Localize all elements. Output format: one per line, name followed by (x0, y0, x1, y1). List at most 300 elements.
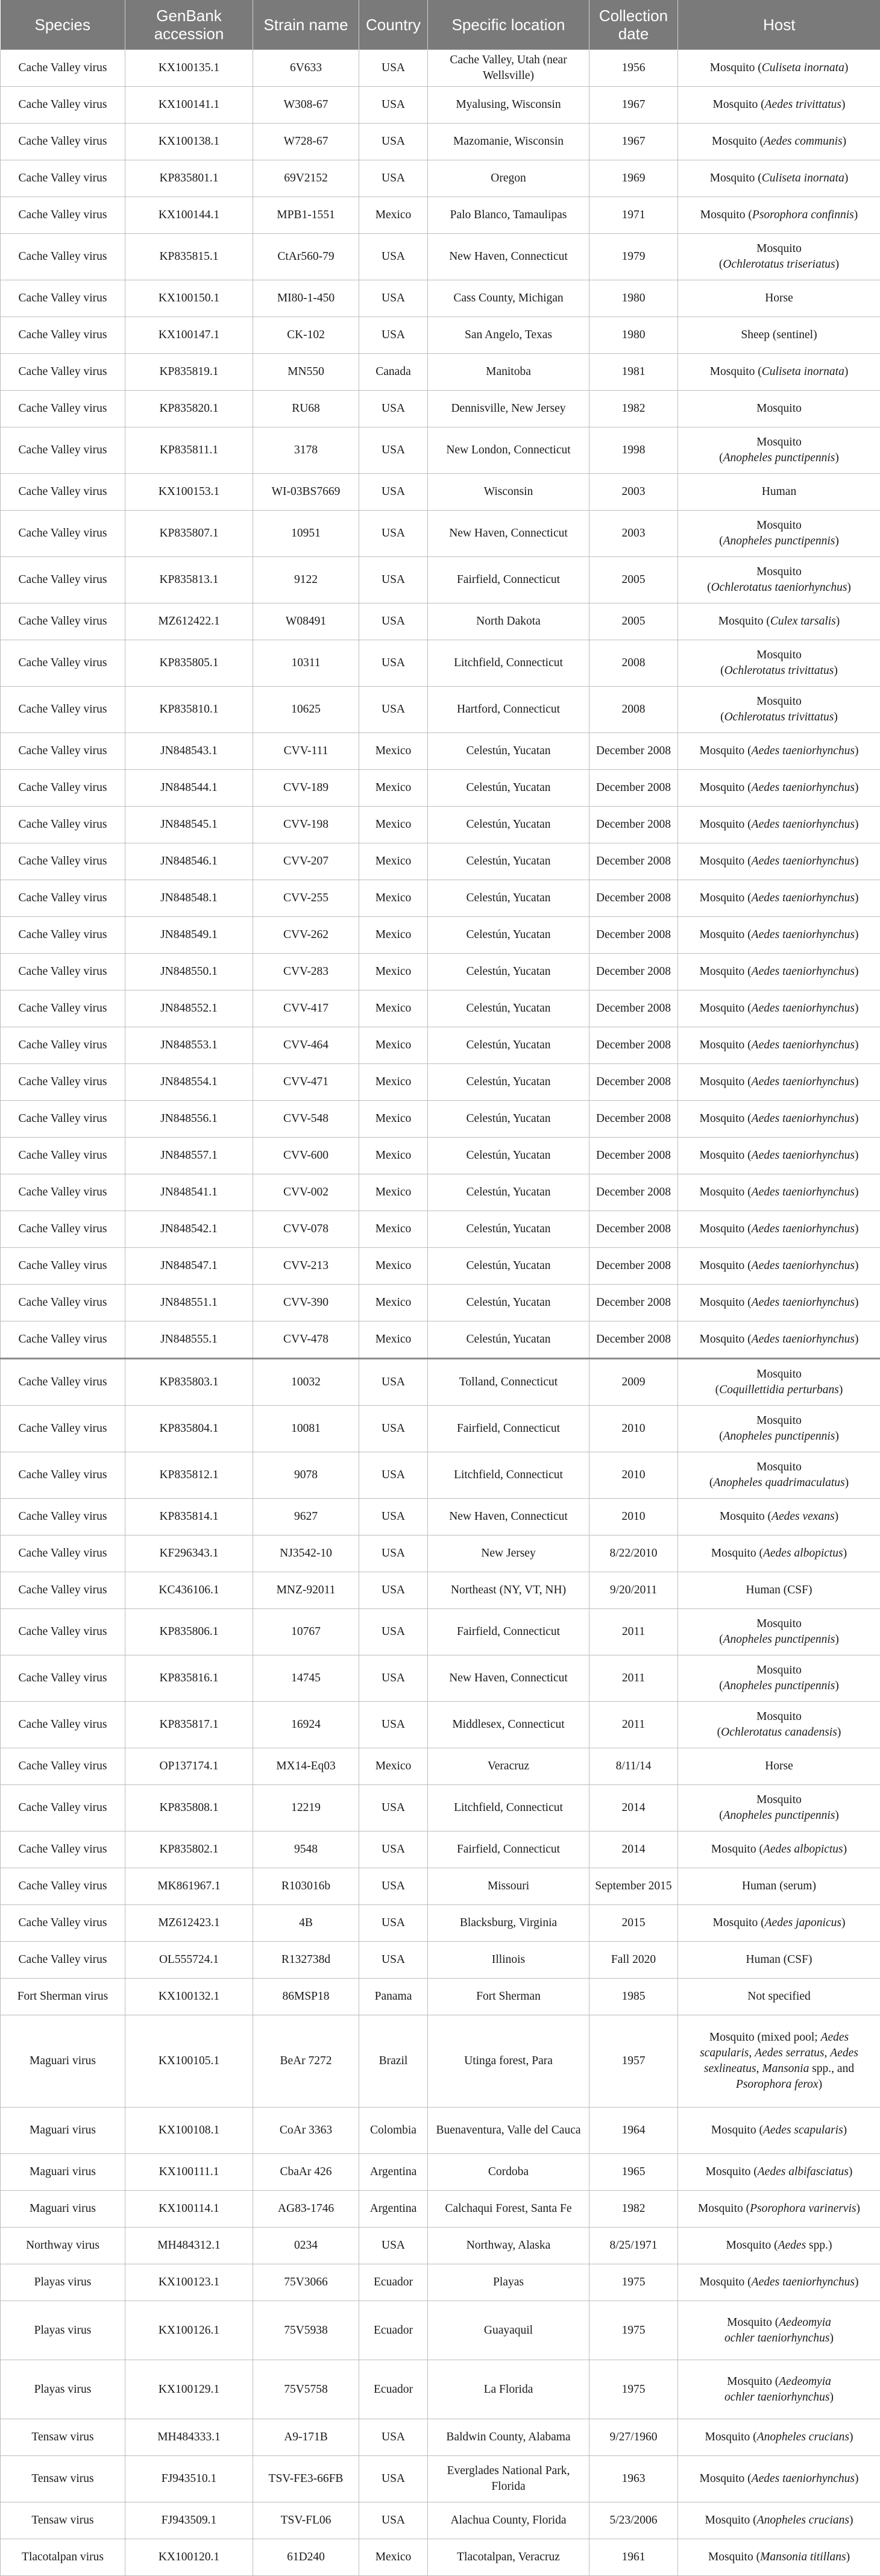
date-cell: December 2008 (589, 1027, 678, 1064)
date-cell: 1965 (589, 2154, 678, 2191)
species-cell: Cache Valley virus (1, 511, 125, 557)
accession-cell: MH484333.1 (125, 2419, 253, 2456)
host-text: ) (855, 1296, 859, 1309)
accession-cell: JN848550.1 (125, 954, 253, 990)
country-cell: USA (359, 234, 428, 280)
country-cell: USA (359, 280, 428, 317)
host-text: Mosquito ( (700, 1039, 752, 1051)
host-text: Mosquito ( (700, 1223, 752, 1235)
location-cell: Litchfield, Connecticut (428, 1785, 589, 1831)
table-row (1, 1027, 880, 1064)
table-row (1, 843, 880, 880)
host-cell (678, 770, 880, 807)
host-text: ) (855, 928, 859, 941)
host-text: Mosquito ( (700, 965, 752, 978)
table-row (1, 880, 880, 917)
host-text: Mosquito ( (720, 1510, 772, 1523)
host-cell (678, 1285, 880, 1321)
species-cell: Cache Valley virus (1, 87, 125, 124)
host-species-name: Aedes taeniorhynchus (752, 1075, 855, 1088)
host-text: ) (835, 1510, 839, 1523)
host-text: Mosquito ( (700, 1149, 752, 1162)
host-text: ) (855, 1075, 859, 1088)
host-text: ) (846, 2551, 850, 2563)
host-species-name: Aedes taeniorhynchus (752, 1259, 855, 1272)
accession-cell: KX100111.1 (125, 2154, 253, 2191)
host-species-name: Ochlerotatus triseriatus (723, 258, 835, 271)
country-cell: Ecuador (359, 2360, 428, 2419)
host-species-name: Coquillettidia perturbans (719, 1384, 839, 1396)
strain-cell: 86MSP18 (253, 1979, 359, 2015)
date-cell: 2010 (589, 1406, 678, 1452)
host-text: Mosquito ( (711, 1843, 763, 1856)
date-cell: 2005 (589, 603, 678, 640)
table-row (1, 687, 880, 733)
accession-cell: MZ612423.1 (125, 1905, 253, 1942)
host-cell (678, 234, 880, 280)
accession-cell: OP137174.1 (125, 1748, 253, 1785)
table-row (1, 234, 880, 280)
location-cell: Blacksburg, Virginia (428, 1905, 589, 1942)
accession-cell: JN848553.1 (125, 1027, 253, 1064)
host-species-name: Anopheles punctipennis (723, 1633, 835, 1646)
table-row (1, 1942, 880, 1979)
table-row (1, 2264, 880, 2301)
strain-cell: 9078 (253, 1452, 359, 1499)
host-text: ) (836, 615, 840, 628)
species-cell: Cache Valley virus (1, 1138, 125, 1174)
strain-cell: CVV-600 (253, 1138, 359, 1174)
table-row (1, 87, 880, 124)
country-cell: Mexico (359, 733, 428, 770)
host-text: ) (855, 1333, 859, 1346)
strain-cell: CVV-390 (253, 1285, 359, 1321)
accession-cell: JN848548.1 (125, 880, 253, 917)
accession-cell: KX100135.1 (125, 50, 253, 87)
host-cell (678, 391, 880, 427)
date-cell: 2003 (589, 474, 678, 511)
accession-cell: JN848543.1 (125, 733, 253, 770)
date-cell: 5/23/2006 (589, 2502, 678, 2539)
location-cell: Fairfield, Connecticut (428, 1406, 589, 1452)
location-cell: Celestún, Yucatan (428, 1248, 589, 1285)
strain-cell: MN550 (253, 354, 359, 391)
species-cell: Cache Valley virus (1, 807, 125, 843)
table-row (1, 1101, 880, 1138)
accession-cell: KX100120.1 (125, 2539, 253, 2576)
accession-cell: FJ943509.1 (125, 2502, 253, 2539)
table-row (1, 640, 880, 687)
host-text: ( (717, 1726, 721, 1739)
strain-cell: 0234 (253, 2228, 359, 2264)
country-cell: Mexico (359, 197, 428, 234)
strain-cell: W728-67 (253, 124, 359, 160)
strain-cell: 9548 (253, 1831, 359, 1868)
table-row (1, 1064, 880, 1101)
host-text: ) (855, 745, 859, 757)
date-cell: 1964 (589, 2108, 678, 2154)
country-cell: Mexico (359, 917, 428, 954)
host-text: ( (719, 1430, 723, 1443)
host-species-name: Aedes taeniorhynchus (752, 1296, 855, 1309)
table-row (1, 197, 880, 234)
table-row (1, 2502, 880, 2539)
date-cell: December 2008 (589, 954, 678, 990)
accession-cell: KX100150.1 (125, 280, 253, 317)
host-species-name: Mansonia (762, 2062, 809, 2075)
species-cell: Cache Valley virus (1, 1499, 125, 1535)
host-species-name: Culex tarsalis (770, 615, 836, 628)
host-text: Horse (765, 1760, 793, 1772)
date-cell: 2008 (589, 640, 678, 687)
host-text: ) (855, 855, 859, 868)
host-text: Mosquito (756, 242, 802, 255)
host-species-name: Psorophora ferox (736, 2078, 819, 2091)
table-row (1, 1174, 880, 1211)
host-cell (678, 640, 880, 687)
location-cell: Palo Blanco, Tamaulipas (428, 197, 589, 234)
country-cell: USA (359, 1702, 428, 1748)
location-cell: Celestún, Yucatan (428, 1101, 589, 1138)
country-cell: USA (359, 1785, 428, 1831)
strain-cell: 9122 (253, 557, 359, 603)
location-cell: Dennisville, New Jersey (428, 391, 589, 427)
host-species-name: Aedes taeniorhynchus (752, 781, 855, 794)
host-cell (678, 1174, 880, 1211)
strain-cell: BeAr 7272 (253, 2015, 359, 2108)
host-text: ) (854, 209, 858, 221)
host-text: ( (719, 535, 723, 547)
date-cell: December 2008 (589, 990, 678, 1027)
host-text: ) (834, 664, 838, 677)
location-cell: Baldwin County, Alabama (428, 2419, 589, 2456)
accession-cell: KP835812.1 (125, 1452, 253, 1499)
location-cell: Fairfield, Connecticut (428, 557, 589, 603)
host-text: Mosquito (756, 565, 802, 578)
species-cell: Tensaw virus (1, 2456, 125, 2502)
country-cell: USA (359, 1609, 428, 1655)
host-cell (678, 1535, 880, 1572)
host-species-name: Aedes communis (764, 135, 843, 148)
location-cell: New Haven, Connecticut (428, 234, 589, 280)
location-cell: Utinga forest, Para (428, 2015, 589, 2108)
host-text: ) (819, 2078, 823, 2091)
accession-cell: KP835817.1 (125, 1702, 253, 1748)
host-text: Mosquito ( (705, 2514, 757, 2527)
host-text: Mosquito ( (706, 2165, 758, 2178)
location-cell: Hartford, Connecticut (428, 687, 589, 733)
date-cell: December 2008 (589, 1321, 678, 1359)
host-cell (678, 2228, 880, 2264)
date-cell: 2010 (589, 1452, 678, 1499)
date-cell: 2011 (589, 1609, 678, 1655)
species-cell: Cache Valley virus (1, 50, 125, 87)
table-row (1, 1702, 880, 1748)
country-cell: USA (359, 2228, 428, 2264)
accession-cell: JN848546.1 (125, 843, 253, 880)
host-cell (678, 1359, 880, 1406)
date-cell: 8/11/14 (589, 1748, 678, 1785)
country-cell: Brazil (359, 2015, 428, 2108)
date-cell: 2011 (589, 1655, 678, 1702)
strain-cell: CVV-002 (253, 1174, 359, 1211)
location-cell: Celestún, Yucatan (428, 1174, 589, 1211)
country-cell: Mexico (359, 1248, 428, 1285)
location-cell: New Haven, Connecticut (428, 1499, 589, 1535)
strain-cell: CtAr560-79 (253, 234, 359, 280)
location-cell: Manitoba (428, 354, 589, 391)
date-cell: 1957 (589, 2015, 678, 2108)
date-cell: December 2008 (589, 1285, 678, 1321)
date-cell: December 2008 (589, 807, 678, 843)
host-cell (678, 1785, 880, 1831)
date-cell: 1985 (589, 1979, 678, 2015)
location-cell: Celestún, Yucatan (428, 880, 589, 917)
host-cell (678, 1321, 880, 1359)
date-cell: 1961 (589, 2539, 678, 2576)
host-text: Mosquito ( (727, 2316, 779, 2329)
date-cell: 1982 (589, 2191, 678, 2228)
date-cell: 2015 (589, 1905, 678, 1942)
species-cell: Tensaw virus (1, 2502, 125, 2539)
strain-cell: TSV-FE3-66FB (253, 2456, 359, 2502)
species-cell: Cache Valley virus (1, 1905, 125, 1942)
location-cell: Everglades National Park, Florida (428, 2456, 589, 2502)
species-cell: Cache Valley virus (1, 880, 125, 917)
host-text: Mosquito ( (700, 1333, 752, 1346)
host-cell (678, 511, 880, 557)
location-cell: Celestún, Yucatan (428, 954, 589, 990)
host-cell (678, 160, 880, 197)
host-species-name: Anopheles crucians (757, 2514, 849, 2527)
host-text: Human (serum) (742, 1880, 816, 1892)
host-cell (678, 2264, 880, 2301)
host-species-name: Mansonia titillans (760, 2551, 846, 2563)
accession-cell: JN848545.1 (125, 807, 253, 843)
species-cell: Cache Valley virus (1, 1248, 125, 1285)
species-cell: Cache Valley virus (1, 1942, 125, 1979)
strain-cell: CbaAr 426 (253, 2154, 359, 2191)
date-cell: December 2008 (589, 843, 678, 880)
species-cell: Cache Valley virus (1, 687, 125, 733)
country-cell: USA (359, 1655, 428, 1702)
date-cell: Fall 2020 (589, 1942, 678, 1979)
host-cell (678, 2301, 880, 2360)
species-cell: Cache Valley virus (1, 733, 125, 770)
country-cell: Argentina (359, 2154, 428, 2191)
country-cell: Mexico (359, 1138, 428, 1174)
host-species-name: Ochlerotatus trivittatus (724, 664, 834, 677)
location-cell: Celestún, Yucatan (428, 1027, 589, 1064)
host-text: Mosquito ( (713, 1916, 765, 1929)
host-text: ) (844, 61, 849, 74)
host-text: Human (CSF) (746, 1584, 812, 1596)
host-cell (678, 1655, 880, 1702)
strain-cell: WI-03BS7669 (253, 474, 359, 511)
location-cell: Cass County, Michigan (428, 280, 589, 317)
table-row (1, 1785, 880, 1831)
host-species-name: Aedes japonicus (765, 1916, 841, 1929)
host-text: Mosquito ( (711, 2124, 763, 2137)
species-cell: Tensaw virus (1, 2419, 125, 2456)
host-species-name: Aedes taeniorhynchus (752, 1002, 855, 1015)
species-cell: Maguari virus (1, 2108, 125, 2154)
accession-cell: KX100138.1 (125, 124, 253, 160)
accession-cell: KP835803.1 (125, 1359, 253, 1406)
accession-cell: KP835811.1 (125, 427, 253, 474)
table-row (1, 1248, 880, 1285)
location-cell: La Florida (428, 2360, 589, 2419)
strain-cell: RU68 (253, 391, 359, 427)
table-row (1, 1535, 880, 1572)
table-row (1, 2108, 880, 2154)
species-cell: Cache Valley virus (1, 234, 125, 280)
species-cell: Cache Valley virus (1, 280, 125, 317)
table-row (1, 2419, 880, 2456)
species-cell: Cache Valley virus (1, 1027, 125, 1064)
strain-cell: CVV-548 (253, 1101, 359, 1138)
host-species-name: Anopheles punctipennis (723, 1430, 835, 1443)
date-cell: December 2008 (589, 1101, 678, 1138)
header-species: Species (1, 0, 125, 50)
country-cell: Ecuador (359, 2301, 428, 2360)
species-cell: Cache Valley virus (1, 1452, 125, 1499)
date-cell: December 2008 (589, 1138, 678, 1174)
host-text: Mosquito ( (700, 1259, 752, 1272)
species-cell: Cache Valley virus (1, 1406, 125, 1452)
strain-cell: TSV-FL06 (253, 2502, 359, 2539)
host-text: ( (719, 1633, 723, 1646)
accession-cell: KP835806.1 (125, 1609, 253, 1655)
accession-cell: KC436106.1 (125, 1572, 253, 1609)
table-row (1, 733, 880, 770)
host-text: ) (855, 2472, 859, 2485)
country-cell: USA (359, 427, 428, 474)
host-species-name: Aedeomyia (779, 2316, 831, 2329)
host-species-name: Culiseta inornata (762, 172, 844, 184)
table-row (1, 474, 880, 511)
location-cell: Veracruz (428, 1748, 589, 1785)
accession-cell: KP835810.1 (125, 687, 253, 733)
host-text: Mosquito (756, 649, 802, 661)
country-cell: USA (359, 317, 428, 354)
host-cell (678, 954, 880, 990)
table-row (1, 2191, 880, 2228)
host-text: Mosquito ( (700, 928, 752, 941)
table-row (1, 2456, 880, 2502)
accession-cell: JN848544.1 (125, 770, 253, 807)
species-cell: Cache Valley virus (1, 1211, 125, 1248)
host-text: spp.) (806, 2239, 832, 2252)
date-cell: 1982 (589, 391, 678, 427)
host-text: ) (835, 258, 840, 271)
date-cell: 1975 (589, 2301, 678, 2360)
host-text: Human (CSF) (746, 1953, 812, 1966)
strain-cell: 75V3066 (253, 2264, 359, 2301)
species-cell: Cache Valley virus (1, 770, 125, 807)
accession-cell: JN848542.1 (125, 1211, 253, 1248)
host-text: Mosquito ( (710, 61, 762, 74)
location-cell: Tolland, Connecticut (428, 1359, 589, 1406)
accession-cell: MZ612422.1 (125, 603, 253, 640)
location-cell: Fort Sherman (428, 1979, 589, 2015)
accession-cell: JN848541.1 (125, 1174, 253, 1211)
country-cell: USA (359, 557, 428, 603)
species-cell: Maguari virus (1, 2191, 125, 2228)
species-cell: Cache Valley virus (1, 603, 125, 640)
host-text: ) (849, 2514, 853, 2527)
country-cell: Mexico (359, 990, 428, 1027)
host-text: , (749, 2047, 755, 2059)
table-row (1, 1321, 880, 1359)
species-cell: Cache Valley virus (1, 1359, 125, 1406)
host-text: Human (762, 485, 796, 498)
host-text: Mosquito (756, 695, 802, 708)
header-specific-location: Specific location (428, 0, 589, 50)
date-cell: 1981 (589, 354, 678, 391)
country-cell: Mexico (359, 1101, 428, 1138)
host-text: Mosquito ( (700, 892, 752, 904)
host-text: , (825, 2047, 831, 2059)
country-cell: USA (359, 124, 428, 160)
country-cell: Ecuador (359, 2264, 428, 2301)
date-cell: 9/27/1960 (589, 2419, 678, 2456)
host-text: Mosquito (mixed pool; (709, 2031, 821, 2044)
accession-cell: JN848556.1 (125, 1101, 253, 1138)
header-collection-date: Collection date (589, 0, 678, 50)
host-species-name: Ochlerotatus canadensis (721, 1726, 837, 1739)
accession-cell: KX100144.1 (125, 197, 253, 234)
table-row (1, 1359, 880, 1406)
host-cell (678, 1831, 880, 1868)
host-cell (678, 603, 880, 640)
header-country: Country (359, 0, 428, 50)
table-row (1, 1499, 880, 1535)
accession-cell: JN848551.1 (125, 1285, 253, 1321)
location-cell: Celestún, Yucatan (428, 1285, 589, 1321)
host-text: Mosquito ( (700, 2472, 752, 2485)
host-text: ) (855, 1259, 859, 1272)
strain-cell: CVV-255 (253, 880, 359, 917)
host-species-name: Aedeomyia (779, 2375, 831, 2388)
species-cell: Cache Valley virus (1, 160, 125, 197)
host-text: ) (855, 965, 859, 978)
accession-cell: JN848552.1 (125, 990, 253, 1027)
host-text: Mosquito (756, 436, 802, 449)
strain-cell: CVV-198 (253, 807, 359, 843)
species-cell: Fort Sherman virus (1, 1979, 125, 2015)
location-cell: Celestún, Yucatan (428, 1321, 589, 1359)
location-cell: San Angelo, Texas (428, 317, 589, 354)
date-cell: 2003 (589, 511, 678, 557)
table-row (1, 1406, 880, 1452)
table-row (1, 1905, 880, 1942)
strain-cell: 10767 (253, 1609, 359, 1655)
date-cell: 1969 (589, 160, 678, 197)
date-cell: 1975 (589, 2264, 678, 2301)
host-text: ( (715, 1384, 720, 1396)
country-cell: USA (359, 1905, 428, 1942)
host-text: ) (835, 1809, 839, 1822)
location-cell: Oregon (428, 160, 589, 197)
host-text: Mosquito ( (718, 615, 770, 628)
species-cell: Playas virus (1, 2301, 125, 2360)
date-cell: 1971 (589, 197, 678, 234)
host-cell (678, 1211, 880, 1248)
date-cell: 1956 (589, 50, 678, 87)
strain-cell: 75V5758 (253, 2360, 359, 2419)
country-cell: Mexico (359, 1211, 428, 1248)
